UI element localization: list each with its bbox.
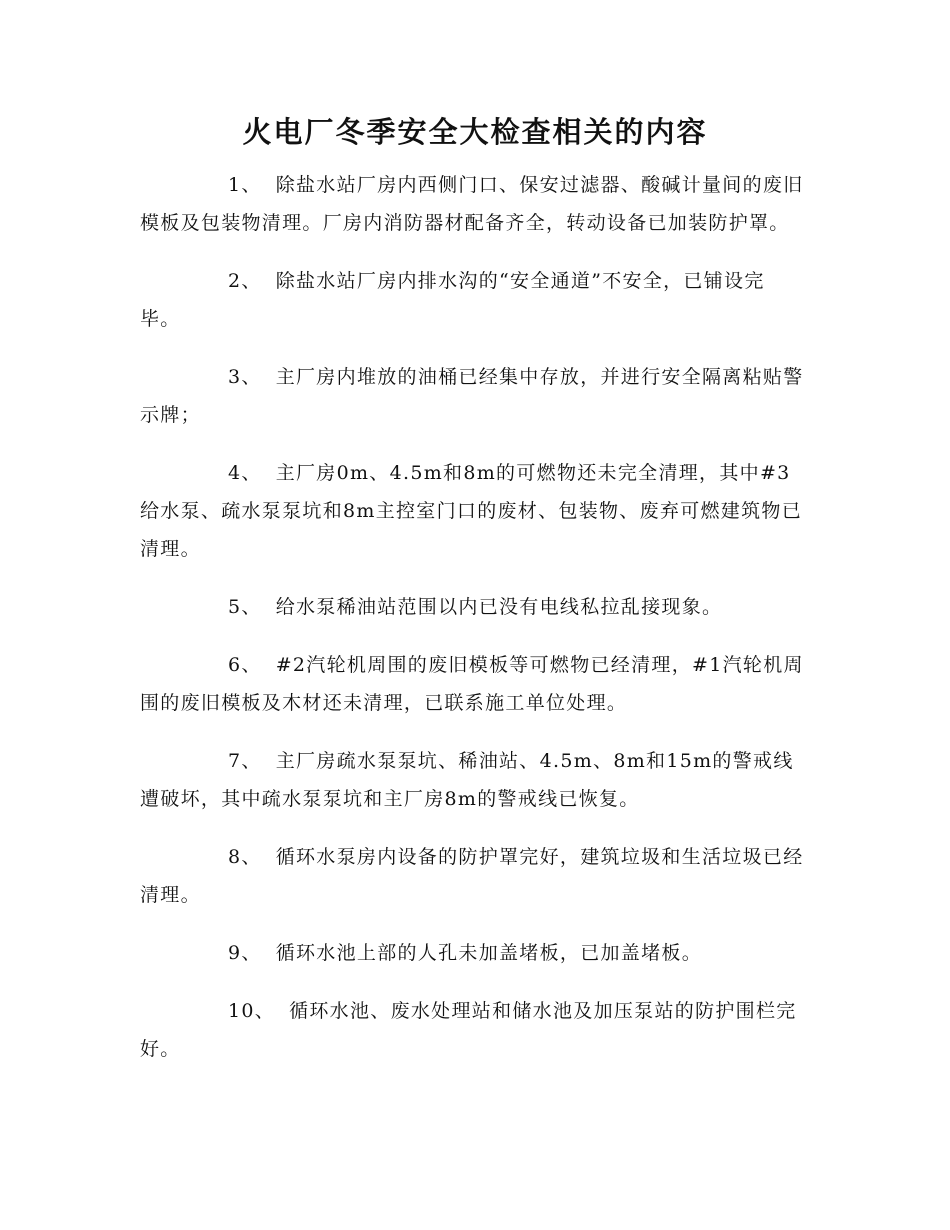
- item-number: 4、: [228, 462, 262, 484]
- list-item: [140, 358, 804, 434]
- item-number: 5、: [228, 596, 262, 618]
- item-text: 循环水池、废水处理站和储水池及加压泵站的防护围栏完好。: [140, 1000, 797, 1060]
- document-title: 火电厂冬季安全大检查相关的内容: [242, 115, 708, 149]
- item-number: 3、: [228, 366, 262, 388]
- list-item: [140, 166, 804, 242]
- item-number: 7、: [228, 750, 262, 772]
- item-text: 主厂房0m、4.5m和8m的可燃物还未完全清理，其中#3给水泵、疏水泵泵坑和8m主控室门口的废材、包装物、废弃可燃建筑物已清理。: [140, 462, 803, 560]
- item-text: 除盐水站厂房内西侧门口、保安过滤器、酸碱计量间的废旧模板及包装物清理。厂房内消防器材配备齐全，转动设备已加装防护罩。: [140, 174, 804, 234]
- list-item: [140, 934, 804, 972]
- list-item: [140, 262, 804, 338]
- item-text: 循环水池上部的人孔未加盖堵板，已加盖堵板。: [275, 942, 703, 964]
- list-item: [140, 454, 804, 568]
- item-number: 8、: [228, 846, 262, 868]
- list-item: [140, 588, 804, 626]
- item-text: 循环水泵房内设备的防护罩完好，建筑垃圾和生活垃圾已经清理。: [140, 846, 804, 906]
- item-text: 主厂房疏水泵泵坑、稀油站、4.5m、8m和15m的警戒线遭破坏，其中疏水泵泵坑和主厂房8m的警戒线已恢复。: [140, 750, 794, 810]
- list-item: [140, 646, 804, 722]
- item-number: 10、: [228, 1000, 276, 1022]
- list-item: [140, 838, 804, 914]
- item-text: 主厂房内堆放的油桶已经集中存放，并进行安全隔离粘贴警示牌；: [140, 366, 804, 426]
- item-text: 除盐水站厂房内排水沟的“安全通道”不安全，已铺设完毕。: [140, 270, 765, 330]
- item-text: #2汽轮机周围的废旧模板等可燃物已经清理，#1汽轮机周围的废旧模板及木材还未清理，已联系施工单位处理。: [140, 654, 804, 714]
- item-text: 给水泵稀油站范围以内已没有电线私拉乱接现象。: [275, 596, 723, 618]
- item-number: 1、: [228, 174, 262, 196]
- list-item: [140, 742, 804, 818]
- inspection-items-list: [140, 166, 804, 1088]
- item-number: 2、: [228, 270, 262, 292]
- list-item: [140, 992, 804, 1068]
- item-number: 9、: [228, 942, 262, 964]
- item-number: 6、: [228, 654, 262, 676]
